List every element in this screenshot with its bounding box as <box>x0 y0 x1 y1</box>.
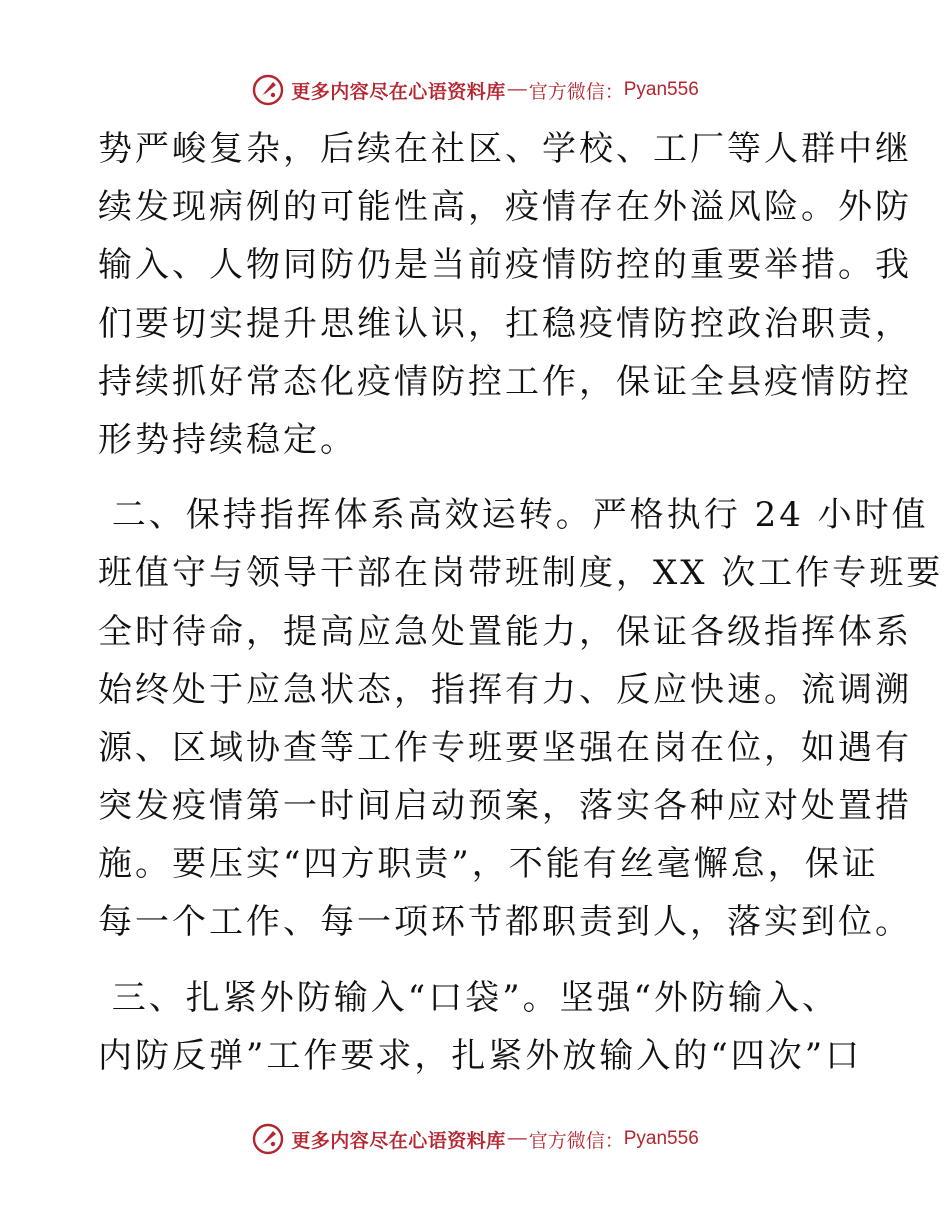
feather-pen-logo-icon <box>251 73 285 107</box>
feather-pen-logo-icon <box>251 1122 285 1156</box>
text-line: 们要切实提升思维认识，扛稳疫情防控政治职责， <box>98 303 912 344</box>
header-banner <box>0 70 950 110</box>
document-body <box>98 120 944 1085</box>
banner-separator: — <box>507 1128 527 1149</box>
text-line: 始终处于应急状态，指挥有力、反应快速。流调溯 <box>98 669 912 710</box>
banner-wechat-id: Pyan556 <box>623 79 699 100</box>
text-line: 势严峻复杂，后续在社区、学校、工厂等人群中继 <box>98 129 912 169</box>
paragraph <box>98 120 912 469</box>
banner-site-text: 更多内容尽在心语资料库 <box>291 1130 506 1152</box>
text-line: 每一个工作、每一项环节都职责到人，落实到位。 <box>98 902 912 943</box>
text-line: 三、扎紧外防输入“口袋”。坚强“外防输入、 <box>98 977 839 1018</box>
paragraph-gap <box>98 469 858 486</box>
text-line: 全时待命，提高应急处置能力，保证各级指挥体系 <box>98 611 912 652</box>
footer-banner <box>0 1119 950 1159</box>
paragraph <box>98 969 863 1085</box>
text-line: 形势持续稳定。 <box>98 419 357 460</box>
paragraph-gap <box>98 952 858 969</box>
text-line: 源、区域协查等工作专班要坚强在岗在位，如遇有 <box>98 727 912 768</box>
banner-separator: — <box>507 79 527 100</box>
text-line: 输入、人物同防仍是当前疫情防控的重要举措。我 <box>98 245 912 286</box>
text-line: 班值守与领导干部在岗带班制度，XX 次工作专班要 <box>98 553 944 594</box>
text-line: 内防反弹”工作要求，扎紧外放输入的“四次”口 <box>98 1035 863 1076</box>
banner-wechat-label: 官方微信： <box>528 1130 624 1152</box>
paragraph <box>98 486 944 952</box>
text-line: 施。要压实“四方职责”，不能有丝毫懈怠，保证 <box>98 844 879 885</box>
banner-wechat-label: 官方微信： <box>528 81 624 103</box>
text-line: 突发疫情第一时间启动预案，落实各种应对处置措 <box>98 786 912 827</box>
banner-wechat-id: Pyan556 <box>623 1128 699 1149</box>
text-line: 二、保持指挥体系高效运转。严格执行 24 小时值 <box>98 495 929 536</box>
text-line: 持续抓好常态化疫情防控工作，保证全县疫情防控 <box>98 361 912 402</box>
banner-site-text: 更多内容尽在心语资料库 <box>291 81 506 103</box>
text-line: 续发现病例的可能性高，疫情存在外溢风险。外防 <box>98 187 912 228</box>
